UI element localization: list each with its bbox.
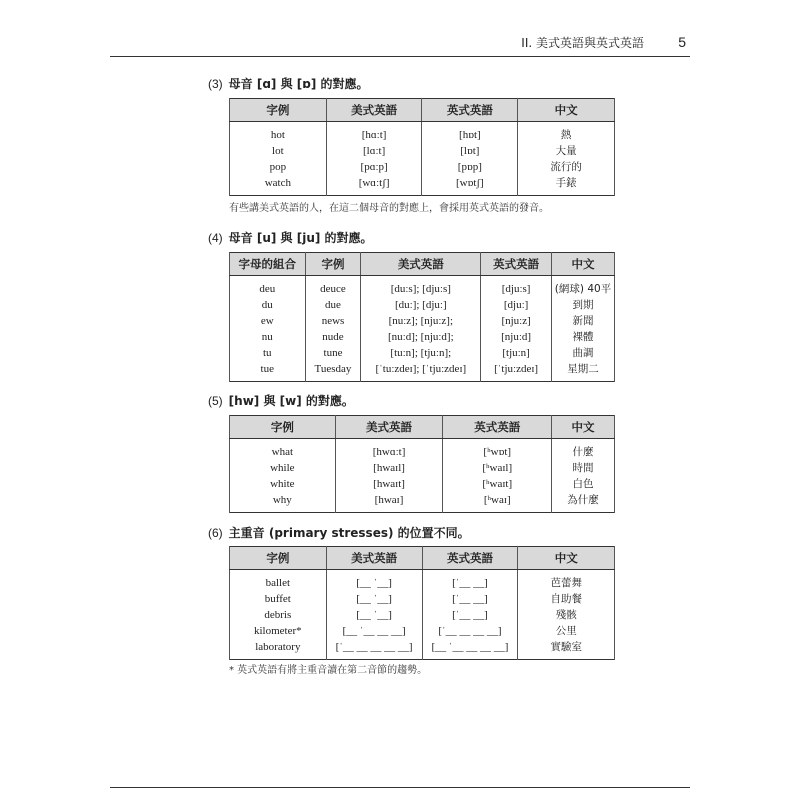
- section-5-heading: [208, 393, 354, 409]
- table-cell: 星期二: [552, 361, 615, 382]
- table-cell: 實驗室: [518, 639, 615, 660]
- table-cell: [tjuːn]: [481, 345, 552, 361]
- table-cell: [ʰwaɪ]: [443, 492, 552, 513]
- table-cell: deu: [230, 276, 306, 298]
- section-6-title: 主重音 (primary stresses) 的位置不同。: [228, 526, 470, 540]
- table-cell: [__ ˈ__]: [326, 607, 422, 623]
- table-cell: nude: [305, 329, 361, 345]
- table-cell: 自助餐: [518, 591, 615, 607]
- table-cell: 大量: [518, 143, 615, 159]
- table-cell: [__ ˈ__]: [326, 570, 422, 592]
- section-6-footnote: * 英式英語有將主重音讀在第二音節的趨勢。: [229, 665, 428, 676]
- header-rule: [110, 56, 690, 57]
- table-cell: [hɑːt]: [326, 122, 422, 144]
- table-cell: 流行的: [518, 159, 615, 175]
- column-header: 英式英語: [422, 99, 518, 122]
- table-row: [230, 122, 615, 144]
- section-3-note: 有些講美式英語的人，在這二個母音的對應上，會採用英式英語的發音。: [229, 203, 549, 214]
- table-cell: [nuːd]; [njuːd];: [361, 329, 481, 345]
- table-cell: watch: [230, 175, 327, 196]
- table-primary-stress: [229, 546, 615, 660]
- column-header: 字例: [230, 547, 327, 570]
- table-cell: Tuesday: [305, 361, 361, 382]
- section-6-heading: [208, 525, 470, 541]
- table-cell: deuce: [305, 276, 361, 298]
- table-cell: [ˈtuːzdeɪ]; [ˈtjuːzdeɪ]: [361, 361, 481, 382]
- table-header-row: [230, 253, 615, 276]
- column-header: 美式英語: [361, 253, 481, 276]
- table-cell: [__ ˈ__ __ __]: [326, 623, 422, 639]
- column-header: 中文: [518, 99, 615, 122]
- table-cell: tue: [230, 361, 306, 382]
- column-header: 字例: [230, 416, 336, 439]
- table-cell: 手錶: [518, 175, 615, 196]
- table-cell: [njuːz]: [481, 313, 552, 329]
- table-cell: kilometer*: [230, 623, 327, 639]
- section-4-heading: [208, 230, 373, 246]
- table-cell: white: [230, 476, 336, 492]
- table-hw-w: [229, 415, 615, 513]
- table-cell: why: [230, 492, 336, 513]
- table-row: [230, 476, 615, 492]
- table-cell: 新聞: [552, 313, 615, 329]
- table-row: [230, 313, 615, 329]
- section-6-number: (6): [208, 526, 223, 540]
- table-cell: what: [230, 439, 336, 461]
- column-header: 中文: [552, 253, 615, 276]
- table-cell: [pɑːp]: [326, 159, 422, 175]
- table-cell: lot: [230, 143, 327, 159]
- section-5-number: (5): [208, 394, 223, 408]
- table-cell: 什麼: [552, 439, 615, 461]
- table-cell: [djuː]: [481, 297, 552, 313]
- section-5-title: [hw] 與 [w] 的對應。: [228, 394, 354, 408]
- table-cell: laboratory: [230, 639, 327, 660]
- table-cell: [ʰwaɪl]: [443, 460, 552, 476]
- table-cell: 白色: [552, 476, 615, 492]
- table-row: [230, 297, 615, 313]
- table-cell: 到期: [552, 297, 615, 313]
- table-row: [230, 570, 615, 592]
- table-cell: [njuːd]: [481, 329, 552, 345]
- table-cell: [__ ˈ__ __ __ __]: [422, 639, 518, 660]
- table-row: [230, 159, 615, 175]
- table-header-row: [230, 416, 615, 439]
- column-header: 字母的組合: [230, 253, 306, 276]
- column-header: 中文: [552, 416, 615, 439]
- column-header: 美式英語: [335, 416, 443, 439]
- table-cell: [djuːs]: [481, 276, 552, 298]
- table-cell: [hwɑːt]: [335, 439, 443, 461]
- table-cell: [tuːn]; [tjuːn];: [361, 345, 481, 361]
- table-cell: ballet: [230, 570, 327, 592]
- table-row: [230, 591, 615, 607]
- section-3-heading: [208, 76, 369, 92]
- table-row: [230, 329, 615, 345]
- table-row: [230, 639, 615, 660]
- section-4-title: 母音 [u] 與 [ju] 的對應。: [228, 231, 373, 245]
- table-cell: 公里: [518, 623, 615, 639]
- table-row: [230, 492, 615, 513]
- table-cell: [ˈtjuːzdeɪ]: [481, 361, 552, 382]
- table-row: [230, 623, 615, 639]
- table-cell: 裸體: [552, 329, 615, 345]
- table-row: [230, 607, 615, 623]
- table-row: [230, 345, 615, 361]
- table-cell: [duːs]; [djuːs]: [361, 276, 481, 298]
- section-3-number: (3): [208, 77, 223, 91]
- column-header: 英式英語: [443, 416, 552, 439]
- column-header: 中文: [518, 547, 615, 570]
- table-cell: [wɒtʃ]: [422, 175, 518, 196]
- table-cell: tune: [305, 345, 361, 361]
- table-cell: [hɒt]: [422, 122, 518, 144]
- table-cell: [ˈ__ __]: [422, 591, 518, 607]
- table-header-row: [230, 547, 615, 570]
- table-cell: [hwaɪ]: [335, 492, 443, 513]
- table-cell: 殘骸: [518, 607, 615, 623]
- table-cell: [nuːz]; [njuːz];: [361, 313, 481, 329]
- table-cell: hot: [230, 122, 327, 144]
- column-header: 字例: [305, 253, 361, 276]
- table-cell: [ˈ__ __]: [422, 570, 518, 592]
- table-row: [230, 143, 615, 159]
- table-cell: (網球) 40平: [552, 276, 615, 298]
- page-number: 5: [678, 34, 686, 50]
- table-cell: [lɑːt]: [326, 143, 422, 159]
- table-cell: 時間: [552, 460, 615, 476]
- table-cell: news: [305, 313, 361, 329]
- table-vowel-u: [229, 252, 615, 382]
- table-cell: 為什麼: [552, 492, 615, 513]
- table-row: [230, 175, 615, 196]
- table-cell: due: [305, 297, 361, 313]
- table-vowel-a: [229, 98, 615, 196]
- table-cell: [hwaɪt]: [335, 476, 443, 492]
- table-cell: [hwaɪl]: [335, 460, 443, 476]
- column-header: 字例: [230, 99, 327, 122]
- table-cell: 曲調: [552, 345, 615, 361]
- table-cell: 熱: [518, 122, 615, 144]
- section-3-title: 母音 [ɑ] 與 [ɒ] 的對應。: [228, 77, 369, 91]
- column-header: 英式英語: [422, 547, 518, 570]
- table-cell: [ˈ__ __]: [422, 607, 518, 623]
- table-cell: [wɑːtʃ]: [326, 175, 422, 196]
- table-cell: pop: [230, 159, 327, 175]
- table-cell: ew: [230, 313, 306, 329]
- table-cell: 芭蕾舞: [518, 570, 615, 592]
- table-cell: tu: [230, 345, 306, 361]
- table-row: [230, 276, 615, 298]
- table-row: [230, 361, 615, 382]
- table-cell: du: [230, 297, 306, 313]
- table-cell: [ˈ__ __ __ __]: [422, 623, 518, 639]
- table-cell: [pɒp]: [422, 159, 518, 175]
- table-cell: [duː]; [djuː]: [361, 297, 481, 313]
- running-head: [490, 34, 690, 52]
- chapter-title: II. 美式英語與英式英語: [521, 36, 644, 50]
- table-cell: nu: [230, 329, 306, 345]
- section-4-number: (4): [208, 231, 223, 245]
- table-cell: while: [230, 460, 336, 476]
- table-header-row: [230, 99, 615, 122]
- column-header: 英式英語: [481, 253, 552, 276]
- column-header: 美式英語: [326, 99, 422, 122]
- table-cell: [ʰwaɪt]: [443, 476, 552, 492]
- table-cell: buffet: [230, 591, 327, 607]
- table-row: [230, 439, 615, 461]
- table-cell: debris: [230, 607, 327, 623]
- table-cell: [lɒt]: [422, 143, 518, 159]
- column-header: 美式英語: [326, 547, 422, 570]
- table-cell: [ʰwɒt]: [443, 439, 552, 461]
- footer-rule: [110, 787, 690, 788]
- table-cell: [ˈ__ __ __ __ __]: [326, 639, 422, 660]
- table-row: [230, 460, 615, 476]
- table-cell: [__ ˈ__]: [326, 591, 422, 607]
